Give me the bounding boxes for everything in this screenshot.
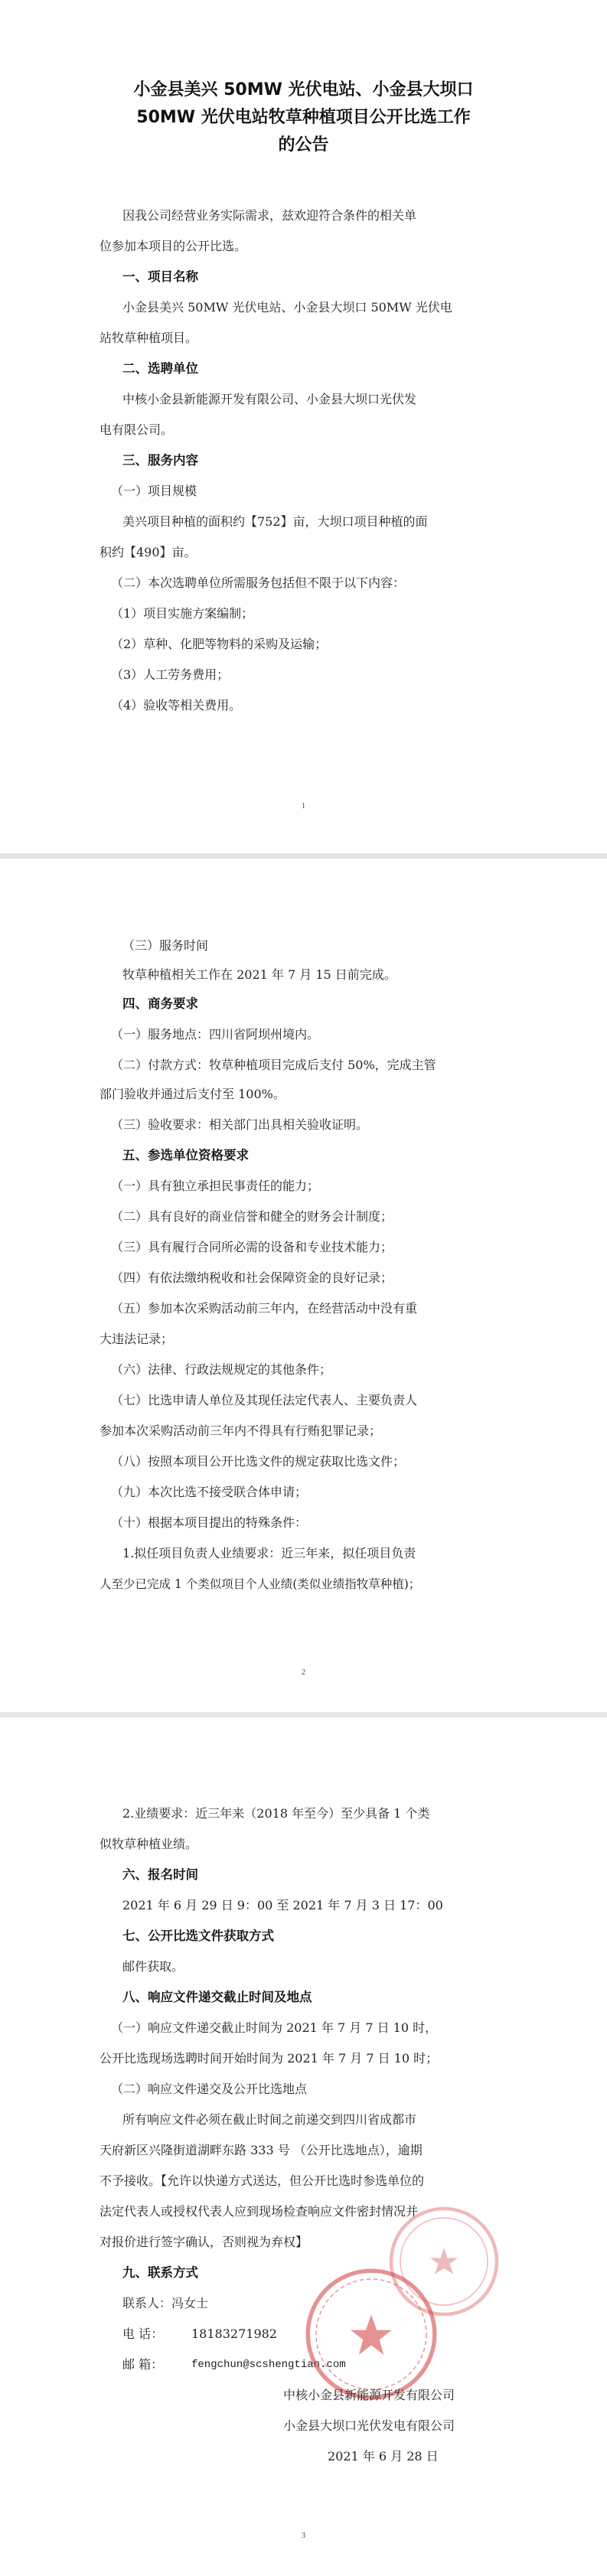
list-item: （十）根据本项目提出的特殊条件： <box>111 1515 308 1530</box>
list-item: 参加本次采购活动前三年内不得具有行贿犯罪记录； <box>100 1423 382 1438</box>
body-line: 邮件获取。 <box>122 1959 184 1974</box>
list-item: （五）参加本次采购活动前三年内，在经营活动中没有重 <box>111 1301 418 1316</box>
sub-heading: （三）服务时间 <box>122 938 209 953</box>
body-line: 人至少已完成 1 个类似项目个人业绩(类似业绩指牧草种植)； <box>100 1577 421 1591</box>
signature-org: 小金县大坝口光伏发电有限公司 <box>283 2418 455 2433</box>
section-heading: 五、参选单位资格要求 <box>122 1148 249 1162</box>
section-heading: 二、选聘单位 <box>122 361 198 376</box>
seal-stamp <box>302 2265 440 2403</box>
page-gap <box>0 1712 607 1717</box>
title-line: 的公告 <box>278 135 329 155</box>
signature-org: 中核小金县新能源开发有限公司 <box>283 2388 455 2402</box>
body-line: 1.拟任项目负责人业绩要求：近三年来，拟任项目负责 <box>122 1546 416 1560</box>
body-line: （三）验收要求：相关部门出具相关验收证明。 <box>111 1117 369 1132</box>
contact-person: 联系人：冯女士 <box>122 2296 209 2310</box>
body-line: 不予接收。【允许以快递方式送达，但公开比选时参选单位的 <box>100 2173 425 2188</box>
section-heading: 八、响应文件递交截止时间及地点 <box>122 1990 312 2004</box>
body-line: 牧草种植相关工作在 2021 年 7 月 15 日前完成。 <box>122 967 397 982</box>
list-item: （一）具有独立承担民事责任的能力； <box>111 1179 320 1193</box>
body-line: 中核小金县新能源开发有限公司、小金县大坝口光伏发 <box>122 392 417 406</box>
body-line: 美兴项目种植的面积约【752】亩，大坝口项目种植的面 <box>122 514 428 529</box>
body-line: 对报价进行签字确认，否则视为弃权】 <box>100 2235 308 2249</box>
sub-heading: （一）项目规模 <box>111 484 197 498</box>
body-line: 2.业绩要求：近三年来（2018 年至今）至少具备 1 个类 <box>122 1806 430 1821</box>
section-heading: 三、服务内容 <box>122 453 198 468</box>
signature-date: 2021 年 6 月 28 日 <box>328 2449 439 2464</box>
body-line: （二）付款方式：牧草种植项目完成后支付 50%，完成主管 <box>111 1058 436 1072</box>
phone-number: 18183271982 <box>191 2327 277 2341</box>
list-item: （七）比选申请人单位及其现任法定代表人、主要负责人 <box>111 1393 418 1407</box>
section-heading: 六、报名时间 <box>122 1867 198 1882</box>
body-line: 站牧草种植项目。 <box>100 331 198 345</box>
section-heading: 四、商务要求 <box>122 996 198 1011</box>
list-item: （1）项目实施方案编制； <box>111 606 254 621</box>
list-item: （六）法律、行政法规规定的其他条件； <box>111 1362 332 1377</box>
body-line: 2021 年 6 月 29 日 9：00 至 2021 年 7 月 3 日 17：00 <box>122 1898 443 1912</box>
sub-heading: （二）响应文件递交及公开比选地点 <box>111 2082 308 2096</box>
section-heading: 九、联系方式 <box>122 2265 198 2280</box>
body-line: 电有限公司。 <box>100 422 174 437</box>
section-heading: 七、公开比选文件获取方式 <box>122 1929 274 1943</box>
section-heading: 一、项目名称 <box>122 269 198 284</box>
body-line: 积约【490】亩。 <box>100 545 197 559</box>
list-item: （4）验收等相关费用。 <box>111 698 242 712</box>
list-item: （2）草种、化肥等物料的采购及运输； <box>111 637 328 651</box>
sub-heading: （二）本次选聘单位所需服务包括但不限于以下内容： <box>111 576 406 590</box>
email-label: 邮 箱： <box>122 2357 164 2372</box>
intro-line: 位参加本项目的公开比选。 <box>100 239 247 253</box>
body-line: 所有响应文件必须在截止时间之前递交到四川省成都市 <box>122 2112 417 2127</box>
body-line: 天府新区兴隆街道湖畔东路 333 号 （公开比选地点），逾期 <box>100 2143 423 2157</box>
body-line: 法定代表人或授权代表人应到现场检查响应文件密封情况并 <box>100 2204 419 2219</box>
email-address: fengchun@scshengtian.com <box>191 2359 346 2371</box>
page-number: 1 <box>302 802 305 810</box>
title-line: 50MW 光伏电站牧草种植项目公开比选工作 <box>136 108 471 127</box>
page-gap <box>0 853 607 859</box>
list-item: 大违法记录； <box>100 1332 174 1346</box>
list-item: （3）人工劳务费用； <box>111 667 230 682</box>
list-item: （九）本次比选不接受联合体申请； <box>111 1485 308 1499</box>
title-line: 小金县美兴 50MW 光伏电站、小金县大坝口 <box>133 80 474 99</box>
page-number: 3 <box>302 2532 305 2540</box>
page-number: 2 <box>302 1668 305 1677</box>
list-item: （二）具有良好的商业信誉和健全的财务会计制度； <box>111 1209 393 1224</box>
list-item: （八）按照本项目公开比选文件的规定获取比选文件； <box>111 1454 406 1469</box>
body-line: （一）响应文件递交截止时间为 2021 年 7 月 7 日 10 时， <box>111 2020 438 2035</box>
body-line: （一）服务地点：四川省阿坝州境内。 <box>111 1027 320 1042</box>
list-item: （三）具有履行合同所必需的设备和专业技术能力； <box>111 1240 393 1254</box>
body-line: 部门验收并通过后支付至 100%。 <box>100 1087 286 1101</box>
page-title <box>69 77 538 159</box>
list-item: （四）有依法缴纳税收和社会保障资金的良好记录； <box>111 1270 393 1285</box>
phone-label: 电 话： <box>122 2327 164 2341</box>
body-line: 小金县美兴 50MW 光伏电站、小金县大坝口 50MW 光伏电 <box>122 300 452 315</box>
body-line: 似牧草种植业绩。 <box>100 1837 198 1851</box>
intro-line: 因我公司经营业务实际需求，兹欢迎符合条件的相关单 <box>122 208 417 223</box>
body-line: 公开比选现场选聘时间开始时间为 2021 年 7 月 7 日 10 时； <box>100 2051 439 2066</box>
